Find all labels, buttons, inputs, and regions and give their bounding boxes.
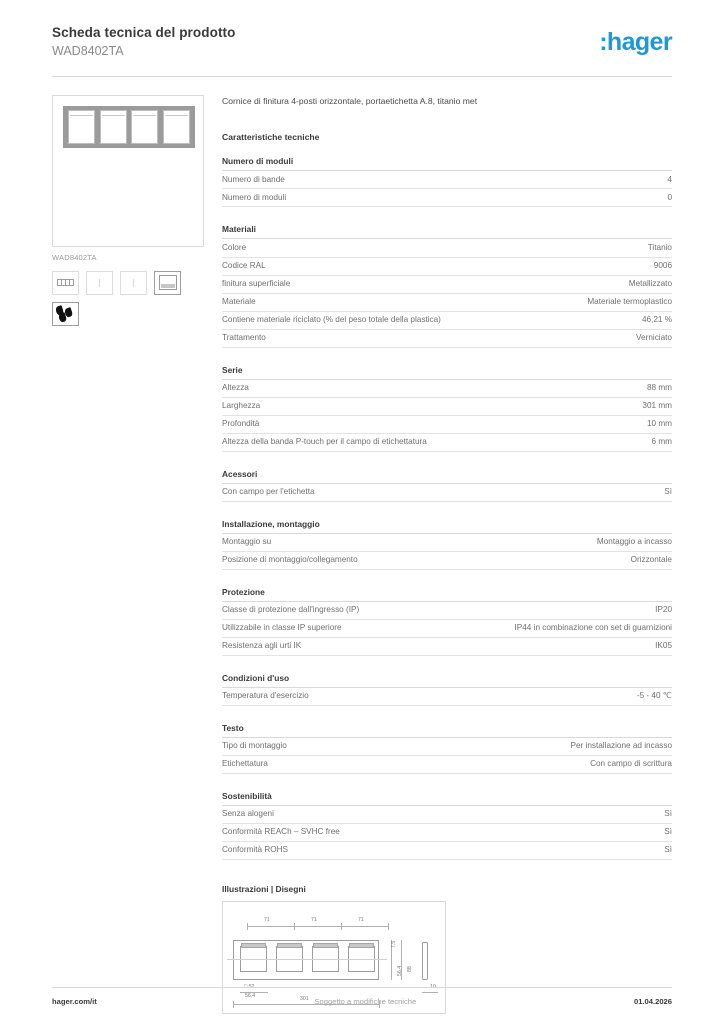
spec-key: Con campo per l'etichetta — [222, 486, 315, 496]
thumbnail-water-drops[interactable] — [52, 302, 79, 326]
product-image[interactable] — [52, 95, 204, 247]
spec-group-title: Installazione, montaggio — [222, 519, 672, 534]
spec-row — [222, 842, 672, 860]
vertical-tick-icon — [133, 279, 134, 287]
spec-key: Numero di moduli — [222, 192, 287, 202]
spec-group-title: Materiali — [222, 224, 672, 239]
spec-value: Sì — [664, 827, 672, 837]
spec-row — [222, 484, 672, 502]
spec-value: Sì — [664, 809, 672, 819]
spec-key: Altezza della banda P-touch per il campo di etichettatura — [222, 436, 427, 446]
product-code-subtitle: WAD8402TA — [52, 44, 124, 59]
spec-row — [222, 398, 672, 416]
spec-row — [222, 171, 672, 189]
spec-value: Verniciato — [636, 332, 672, 342]
spec-row — [222, 756, 672, 774]
spec-key: Profondità — [222, 418, 260, 428]
spec-key: Etichettatura — [222, 759, 268, 769]
spec-row — [222, 602, 672, 620]
spec-key: Posizione di montaggio/collegamento — [222, 555, 358, 565]
spec-value: 46,21 % — [641, 314, 672, 324]
spec-key: Materiale — [222, 296, 256, 306]
title-block — [52, 24, 235, 61]
spec-key: Classe di protezione dall'ingresso (IP) — [222, 605, 360, 615]
frame-cell — [163, 110, 190, 144]
spec-key: finitura superficiale — [222, 278, 291, 288]
spec-value: IP20 — [655, 605, 672, 615]
spec-group — [222, 365, 672, 452]
spec-group — [222, 723, 672, 774]
spec-key: Contiene materiale riciclato (% del peso totale della plastica) — [222, 314, 441, 324]
spec-key: Colore — [222, 242, 247, 252]
spec-key: Numero di bande — [222, 174, 285, 184]
spec-row — [222, 258, 672, 276]
spec-key: Senza alogeni — [222, 809, 274, 819]
technical-characteristics-heading: Caratteristiche tecniche — [222, 132, 320, 143]
vertical-tick-icon — [99, 279, 100, 287]
dim-pitch-1: 71 — [264, 917, 270, 924]
footer-date: 01.04.2026 — [633, 997, 672, 1006]
content-area — [52, 77, 672, 1014]
modules-strip-icon — [57, 279, 74, 286]
label-screen-icon — [159, 275, 177, 290]
spec-group-title: Numero di moduli — [222, 156, 672, 171]
pitch-tick — [294, 923, 295, 930]
page-header — [52, 0, 672, 61]
spec-row — [222, 688, 672, 706]
spec-group — [222, 519, 672, 570]
spec-key: Montaggio su — [222, 537, 272, 547]
spec-key: Conformità ROHS — [222, 845, 288, 855]
spec-value: Sì — [664, 486, 672, 496]
footer-disclaimer: Soggetto a modifiche tecniche — [314, 997, 417, 1006]
spec-value: 301 mm — [642, 400, 672, 410]
spec-key: Tipo di montaggio — [222, 741, 287, 751]
spec-row — [222, 380, 672, 398]
spec-row — [222, 534, 672, 552]
spec-key: Conformità REACh – SVHC free — [222, 827, 340, 837]
specifications-column — [222, 95, 672, 1014]
spec-value: IP44 in combinazione con set di guarnizioni — [514, 623, 672, 633]
spec-group-title: Condizioni d'uso — [222, 673, 672, 688]
dim-band-height: 7,5 — [391, 940, 397, 949]
product-media-column — [52, 95, 204, 1014]
spec-key: Temperatura d'esercizio — [222, 691, 309, 701]
spec-row — [222, 330, 672, 348]
spec-group — [222, 224, 672, 347]
spec-row — [222, 276, 672, 294]
spec-key: Larghezza — [222, 400, 261, 410]
spec-row — [222, 552, 672, 570]
spec-value: Per installazione ad incasso — [570, 741, 672, 751]
spec-value: Materiale termoplastico — [587, 296, 672, 306]
spec-key: Utilizzabile in classe IP superiore — [222, 623, 342, 633]
spec-group — [222, 156, 672, 207]
page-title: Scheda tecnica del prodotto — [52, 25, 236, 40]
thumbnail-view-3[interactable] — [120, 271, 147, 295]
page-footer — [52, 987, 672, 1006]
thumbnail-strip — [52, 271, 204, 326]
spec-row — [222, 738, 672, 756]
spec-groups — [222, 156, 672, 860]
spec-row — [222, 824, 672, 842]
centre-line-horizontal — [227, 959, 387, 960]
product-frame-illustration — [63, 106, 195, 148]
spec-key: Trattamento — [222, 332, 266, 342]
spec-value: Orizzontale — [630, 555, 672, 565]
footer-website[interactable]: hager.com/it — [52, 997, 97, 1006]
spec-value: 10 mm — [646, 418, 672, 428]
spec-group — [222, 469, 672, 502]
spec-group-title: Testo — [222, 723, 672, 738]
pitch-tick — [388, 923, 389, 930]
spec-row — [222, 294, 672, 312]
spec-value: 4 — [667, 174, 672, 184]
frame-cell — [131, 110, 158, 144]
product-description: Cornice di finitura 4-posti orizzontale, portaetichetta A.8, titanio met — [222, 95, 478, 106]
spec-value: 6 mm — [651, 436, 672, 446]
spec-value: Metallizzato — [628, 278, 672, 288]
thumbnail-view-2[interactable] — [86, 271, 113, 295]
spec-group — [222, 587, 672, 656]
drawings-title: Illustrazioni | Disegni — [222, 884, 306, 895]
thumbnail-label-screen[interactable] — [154, 271, 181, 295]
spec-value: Montaggio a incasso — [596, 537, 672, 547]
spec-row — [222, 416, 672, 434]
spec-key: Codice RAL — [222, 260, 266, 270]
spec-value: 0 — [667, 192, 672, 202]
spec-row — [222, 239, 672, 257]
spec-group — [222, 791, 672, 860]
pitch-dim-line — [247, 926, 389, 927]
hager-logo[interactable]: :hager — [599, 28, 672, 56]
spec-group — [222, 673, 672, 706]
side-profile-view — [422, 942, 428, 980]
product-image-caption: WAD8402TA — [52, 252, 97, 262]
spec-row — [222, 434, 672, 452]
spec-value: Titanio — [647, 242, 672, 252]
frame-cell — [68, 110, 95, 144]
pitch-tick — [341, 923, 342, 930]
frame-cell — [100, 110, 127, 144]
spec-group-title: Acessori — [222, 469, 672, 484]
dim-total-height: 88 — [407, 966, 413, 973]
thumbnail-modules-strip[interactable] — [52, 271, 79, 295]
spec-row — [222, 806, 672, 824]
spec-key: Resistenza agli urti IK — [222, 641, 302, 651]
spec-value: Con campo di scrittura — [590, 759, 672, 769]
spec-row — [222, 189, 672, 207]
dim-module-square: □ 52 — [244, 984, 255, 991]
spec-key: Altezza — [222, 382, 249, 392]
spec-row — [222, 638, 672, 656]
spec-group-title: Protezione — [222, 587, 672, 602]
dim-total-width: 301 — [300, 996, 309, 1003]
dim-pitch-2: 71 — [311, 917, 317, 924]
spec-group-title: Serie — [222, 365, 672, 380]
pitch-tick — [247, 923, 248, 930]
dim-module-width: 56,4 — [245, 993, 256, 1000]
spec-value: 88 mm — [646, 382, 672, 392]
spec-row — [222, 620, 672, 638]
spec-group-title: Sostenibilità — [222, 791, 672, 806]
spec-value: 9006 — [653, 260, 672, 270]
spec-row — [222, 312, 672, 330]
dim-pitch-3: 71 — [358, 917, 364, 924]
dim-depth: 10 — [430, 984, 436, 991]
spec-value: -5 - 40 ℃ — [636, 691, 672, 701]
water-drops-icon — [56, 306, 75, 322]
spec-value: IK05 — [655, 641, 672, 651]
spec-value: Sì — [664, 845, 672, 855]
dim-inner-height: 56,4 — [397, 966, 403, 977]
